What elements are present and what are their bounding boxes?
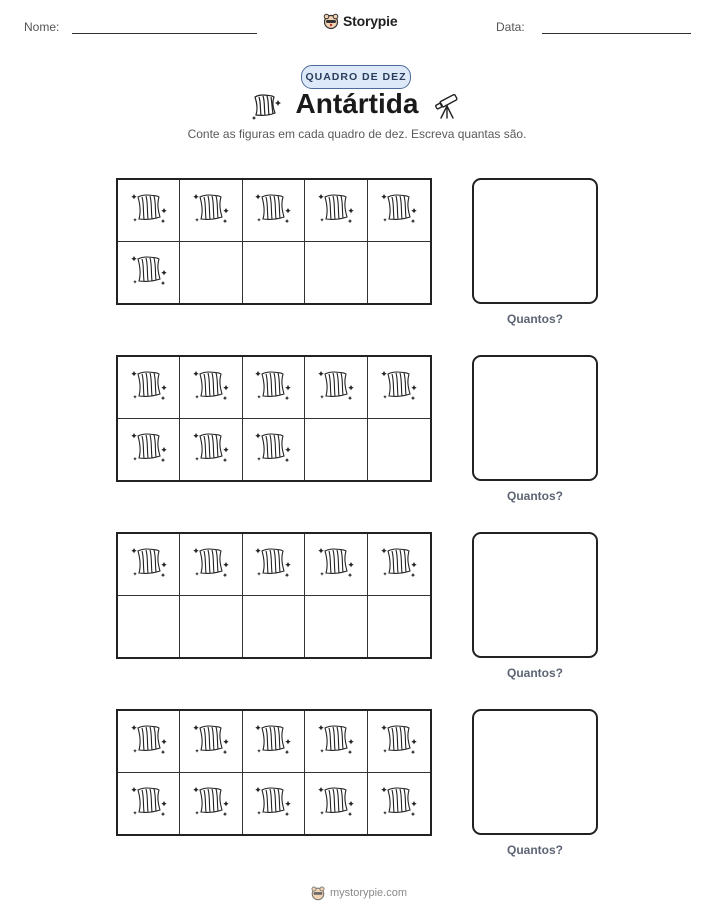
- ten-frame-cell: [243, 357, 305, 419]
- aurora-icon: [253, 365, 293, 410]
- ten-frame-cell: [180, 534, 242, 596]
- ten-frame-4: [116, 709, 432, 836]
- ten-frame-cell: [180, 711, 242, 773]
- ten-frame-cell: [368, 242, 430, 304]
- answer-box-2[interactable]: [472, 355, 598, 481]
- footer: [310, 885, 407, 901]
- aurora-icon: [253, 427, 293, 472]
- aurora-icon: [191, 427, 231, 472]
- answer-label-3: Quantos?: [507, 666, 563, 680]
- ten-frame-cell: [368, 773, 430, 835]
- aurora-icon: [379, 542, 419, 587]
- ten-frame-cell: [305, 711, 367, 773]
- answer-label-4: Quantos?: [507, 843, 563, 857]
- ten-frame-cell: [305, 357, 367, 419]
- aurora-icon: [129, 188, 169, 233]
- aurora-icon: [129, 781, 169, 826]
- ten-frame-cell: [180, 596, 242, 658]
- aurora-icon: [253, 542, 293, 587]
- ten-frame-cell: [118, 419, 180, 481]
- worksheet-type-badge: QUADRO DE DEZ: [301, 65, 411, 89]
- aurora-icon: [129, 250, 169, 295]
- aurora-icon: [129, 427, 169, 472]
- aurora-icon: [379, 719, 419, 764]
- ten-frame-3: [116, 532, 432, 659]
- aurora-icon: [252, 92, 282, 120]
- answer-box-3[interactable]: [472, 532, 598, 658]
- ten-frame-cell: [243, 596, 305, 658]
- ten-frame-cell: [305, 180, 367, 242]
- ten-frame-cell: [118, 242, 180, 304]
- aurora-icon: [191, 781, 231, 826]
- aurora-icon: [316, 781, 356, 826]
- ten-frame-cell: [180, 180, 242, 242]
- ten-frame-cell: [243, 419, 305, 481]
- ten-frame-cell: [305, 773, 367, 835]
- ten-frame-cell: [180, 242, 242, 304]
- ten-frame-cell: [180, 419, 242, 481]
- ten-frame-cell: [180, 773, 242, 835]
- page-title: Antártida: [295, 88, 419, 119]
- storypie-logo-icon: [310, 885, 326, 901]
- answer-label-1: Quantos?: [507, 312, 563, 326]
- date-write-line[interactable]: [542, 33, 691, 34]
- aurora-icon: [191, 719, 231, 764]
- aurora-icon: [379, 365, 419, 410]
- ten-frame-cell: [368, 180, 430, 242]
- ten-frame-cell: [243, 534, 305, 596]
- brand: [322, 12, 397, 30]
- ten-frame-cell: [368, 419, 430, 481]
- ten-frame-cell: [368, 596, 430, 658]
- aurora-icon: [379, 781, 419, 826]
- ten-frame-cell: [368, 357, 430, 419]
- aurora-icon: [191, 188, 231, 233]
- ten-frame-cell: [305, 596, 367, 658]
- storypie-logo-icon: [322, 12, 340, 30]
- aurora-icon: [316, 365, 356, 410]
- ten-frame-cell: [368, 711, 430, 773]
- aurora-icon: [191, 365, 231, 410]
- aurora-icon: [379, 188, 419, 233]
- ten-frame-cell: [243, 242, 305, 304]
- instructions: Conte as figuras em cada quadro de dez. Escreva quantas são.: [187, 127, 527, 141]
- footer-url: mystorypie.com: [330, 887, 408, 899]
- ten-frame-cell: [305, 534, 367, 596]
- brand-name: Storypie: [343, 13, 398, 29]
- ten-frame-cell: [305, 242, 367, 304]
- ten-frame-cell: [180, 357, 242, 419]
- answer-label-2: Quantos?: [507, 489, 563, 503]
- aurora-icon: [253, 719, 293, 764]
- aurora-icon: [129, 365, 169, 410]
- aurora-icon: [129, 542, 169, 587]
- answer-box-1[interactable]: [472, 178, 598, 304]
- name-label: Nome:: [24, 20, 60, 34]
- ten-frame-cell: [118, 773, 180, 835]
- aurora-icon: [316, 719, 356, 764]
- ten-frame-cell: [243, 180, 305, 242]
- ten-frame-cell: [243, 711, 305, 773]
- aurora-icon: [253, 188, 293, 233]
- aurora-icon: [191, 542, 231, 587]
- ten-frame-cell: [118, 534, 180, 596]
- ten-frame-cell: [118, 357, 180, 419]
- aurora-icon: [316, 188, 356, 233]
- ten-frame-cell: [118, 711, 180, 773]
- ten-frame-cell: [243, 773, 305, 835]
- name-write-line[interactable]: [72, 33, 257, 34]
- ten-frame-cell: [368, 534, 430, 596]
- aurora-icon: [253, 781, 293, 826]
- ten-frame-cell: [118, 596, 180, 658]
- answer-box-4[interactable]: [472, 709, 598, 835]
- ten-frame-cell: [305, 419, 367, 481]
- date-label: Data:: [496, 20, 525, 34]
- telescope-icon: [432, 92, 462, 120]
- ten-frame-cell: [118, 180, 180, 242]
- ten-frame-1: [116, 178, 432, 305]
- aurora-icon: [129, 719, 169, 764]
- ten-frame-2: [116, 355, 432, 482]
- aurora-icon: [316, 542, 356, 587]
